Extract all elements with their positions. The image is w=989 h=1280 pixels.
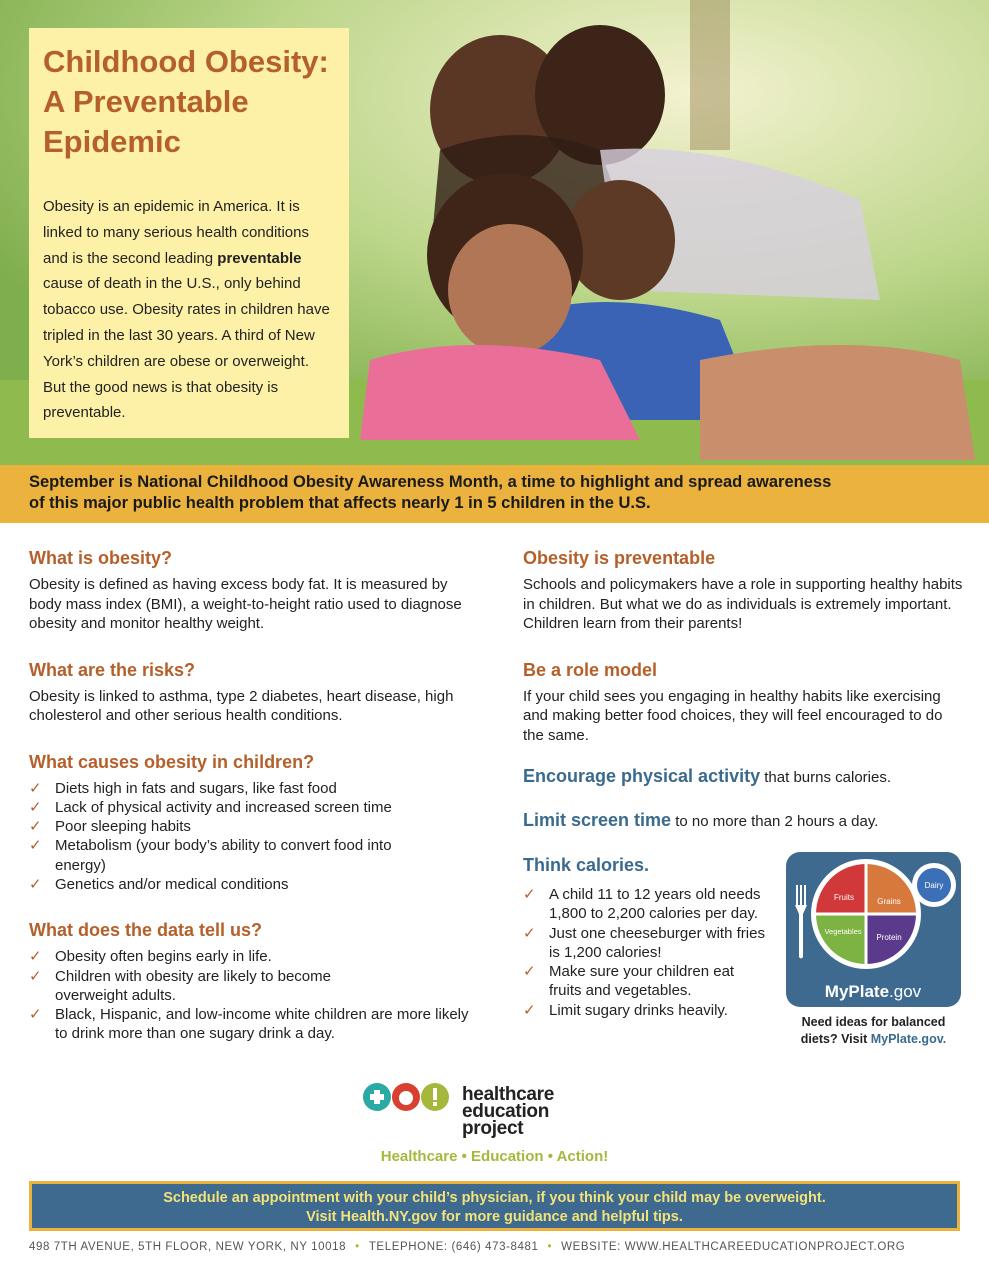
check-icon: ✓ [523,924,536,942]
preventable-text: Schools and policymakers have a role in supporting healthy habits in children. But what we do as individuals is extremely important. Children learn from their parents! [523,576,963,632]
calories-heading: Think calories. [523,855,650,875]
hero-section [0,0,989,465]
risks-text: Obesity is linked to asthma, type 2 diabetes, heart disease, high cholesterol and other serious health conditions. [29,687,454,724]
list-item: ✓ Children with obesity are likely to become overweight adults. [29,967,331,1004]
check-icon: ✓ [29,779,42,797]
check-icon: ✓ [29,948,42,966]
fruits-label: Fruits [834,893,854,902]
what-is-obesity-text: Obesity is defined as having excess body fat. It is measured by body mass index (BMI), a weight-to-height ratio used to diagnose obesity and monitor healthy weight. [29,576,462,632]
risks-heading: What are the risks? [29,659,196,680]
check-icon: ✓ [29,798,42,816]
list-item: ✓ A child 11 to 12 years old needs 1,800 to 2,200 calories per day. [523,886,761,923]
screen-time-line: Limit screen time to no more than 2 hours a day. [523,810,879,830]
check-icon: ✓ [29,818,42,836]
address-text: 498 7TH AVENUE, 5TH FLOOR, NEW YORK, NY 10018 [29,1241,347,1253]
list-item: ✓ Limit sugary drinks heavily. [523,1001,728,1019]
list-item: ✓ Obesity often begins early in life. [29,948,272,966]
plate-icon [786,852,961,1007]
list-item: ✓ Black, Hispanic, and low-income white children are more likely to drink more than one sugary drink a day. [29,1006,469,1043]
hep-logo [362,1082,622,1144]
myplate-brand: MyPlate.gov [824,982,922,1001]
list-item: ✓ Diets high in fats and sugars, like fast food [29,779,337,797]
fruits-segment [816,864,866,914]
cta-line-1: Schedule an appointment with your child’s physician, if you think your child may be overweight. [163,1190,826,1206]
list-item: ✓ Make sure your children eat fruits and vegetables. [523,963,735,1000]
intro-paragraph: Obesity is an epidemic in America. It is linked to many serious health conditions and is the second leading preventable cause of death in the U.S., only behind tobacco use. Obesity rates in children have tripled in the last 30 years. A third of New York’s children are obese or overweight. But the good news is that obesity is preventable. [43,198,330,422]
check-icon: ✓ [523,1001,536,1019]
separator: • [355,1241,360,1253]
page-title: Childhood Obesity: A Preventable Epidemic [43,44,329,159]
check-icon: ✓ [29,837,42,855]
vegetables-segment [816,914,866,964]
myplate-link[interactable]: MyPlate.gov. [870,1032,947,1046]
causes-list [29,779,479,895]
cta-line-2: Visit Health.NY.gov for more guidance and helpful tips. [306,1209,683,1225]
list-item: ✓ Metabolism (your body’s ability to convert food into energy) [29,837,392,874]
causes-heading: What causes obesity in children? [29,751,315,772]
preventable-heading: Obesity is preventable [523,548,716,568]
check-icon: ✓ [29,967,42,985]
cta-box [29,1181,960,1231]
check-icon: ✓ [29,875,42,893]
banner-line-1: September is National Childhood Obesity Awareness Month, a time to highlight and spread awareness [29,473,832,491]
contact-footer [29,1240,960,1254]
tagline: Healthcare • Education • Action! [380,1148,609,1165]
check-icon: ✓ [29,1006,42,1024]
left-column [29,546,479,1044]
list-item: ✓ Lack of physical activity and increased screen time [29,798,392,816]
website-link[interactable]: WEBSITE: WWW.HEALTHCAREEDUCATIONPROJECT.ORG [561,1241,906,1253]
list-item: ✓ Genetics and/or medical conditions [29,875,289,893]
grains-label: Grains [877,897,901,906]
data-list [29,947,479,1043]
banner-line-2: of this major public health problem that affects nearly 1 in 5 children in the U.S. [29,494,651,512]
check-icon: ✓ [523,886,536,903]
protein-label: Protein [876,933,902,942]
role-model-heading: Be a role model [523,659,658,680]
vegetables-label: Vegetables [824,927,862,936]
separator: • [547,1241,553,1253]
physical-activity-line: Encourage physical activity that burns calories. [523,766,891,786]
grains-segment [866,864,916,914]
role-model-text: If your child sees you engaging in healthy habits like exercising and making better food choices, they will feel encouraged to do the same. [523,687,943,744]
calories-list [523,885,768,1020]
what-is-obesity-heading: What is obesity? [29,548,173,568]
awareness-banner [0,465,989,523]
myplate-caption: Need ideas for balanced diets? Visit MyPlate.gov. [800,1015,947,1046]
list-item: ✓ Poor sleeping habits [29,818,191,836]
logo-icons [362,1082,457,1114]
telephone-text: TELEPHONE: (646) 473-8481 [368,1241,539,1253]
list-item: ✓ Just one cheeseburger with fries is 1,200 calories! [523,924,765,961]
logo-text: healthcare education project [462,1084,555,1139]
myplate-logo[interactable] [786,852,961,1007]
fork-icon [795,885,807,959]
intro-box [29,28,349,438]
data-heading: What does the data tell us? [29,920,263,941]
dairy-label: Dairy [924,881,944,890]
check-icon: ✓ [523,963,536,981]
